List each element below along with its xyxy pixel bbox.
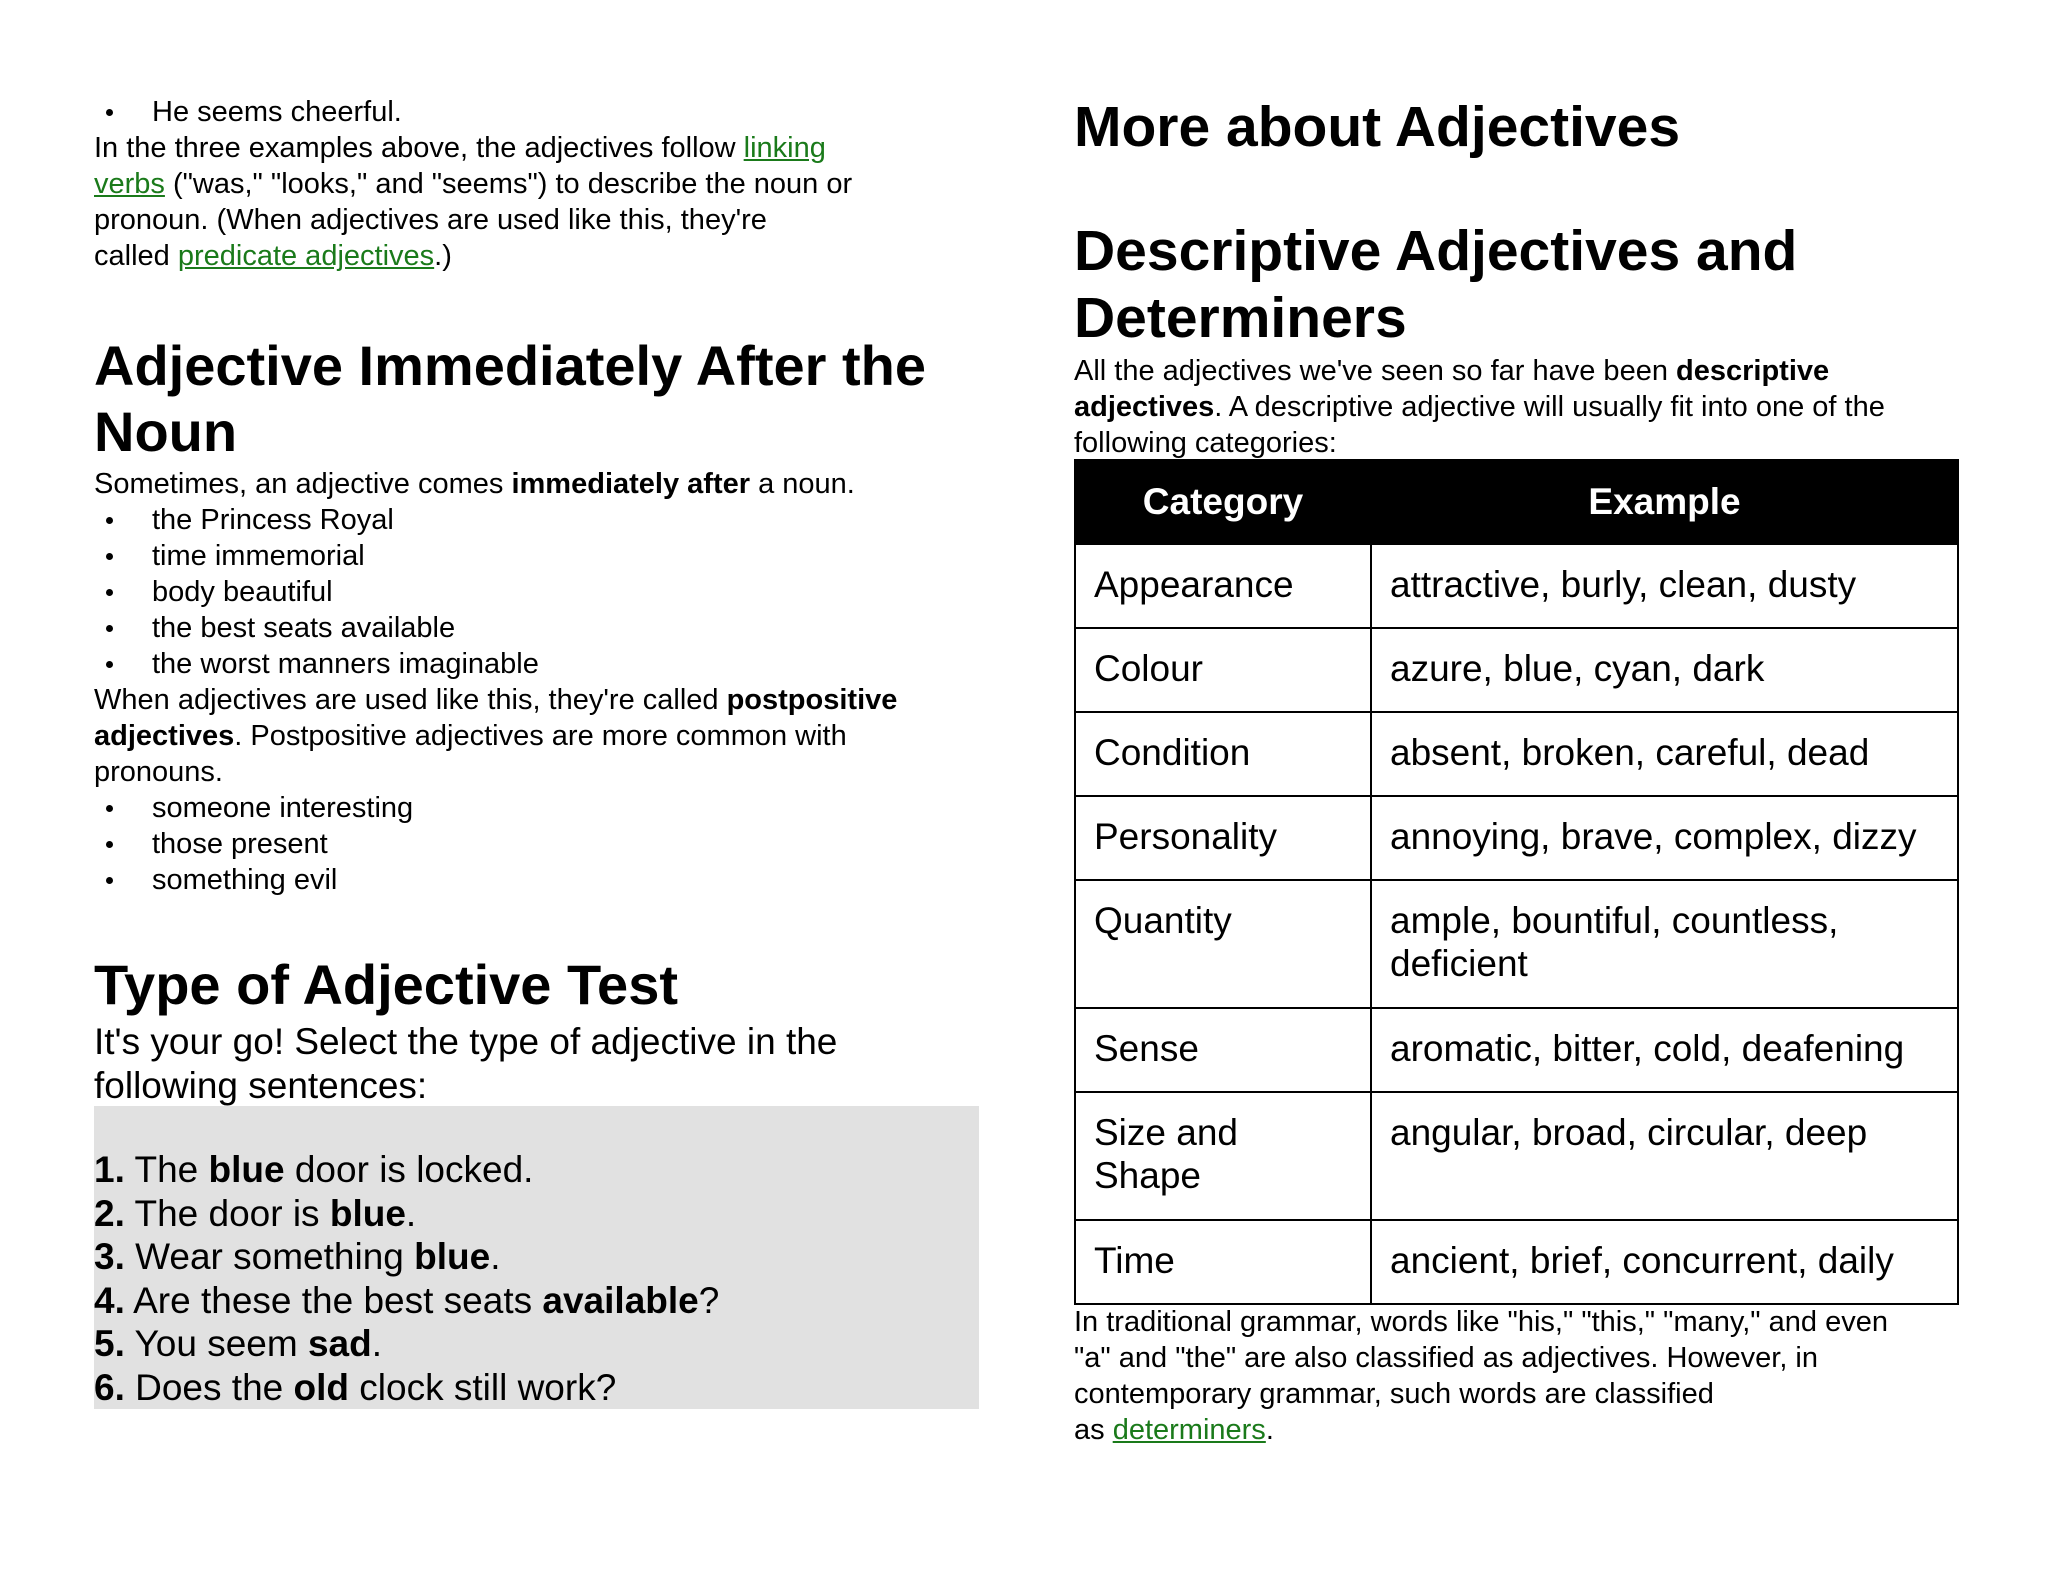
- predicate-adjectives-link[interactable]: predicate adjectives: [177, 240, 435, 272]
- quiz-item: 4. Are these the best seats available?: [94, 1279, 720, 1321]
- quiz-item: 5. You seem sad.: [94, 1323, 382, 1364]
- quiz-number: 4.: [94, 1279, 125, 1321]
- quiz-number: 5.: [94, 1323, 125, 1364]
- list-item: something evil: [94, 862, 994, 898]
- table-row: [1075, 1220, 1958, 1304]
- table-cell-category: Personality: [1075, 796, 1371, 880]
- determiners-link[interactable]: determiners: [1112, 1414, 1266, 1446]
- list-item: someone interesting: [94, 790, 994, 826]
- table-cell-example: angular, broad, circular, deep: [1371, 1092, 1958, 1220]
- quiz-target-word: sad: [307, 1323, 372, 1364]
- list-item: time immemorial: [94, 538, 994, 574]
- quiz-target-word: available: [542, 1279, 699, 1321]
- list-item: body beautiful: [94, 574, 994, 610]
- table-header-category: Category: [1075, 460, 1371, 544]
- quiz-number: 3.: [94, 1236, 125, 1277]
- table-cell-example: attractive, burly, clean, dusty: [1371, 544, 1958, 628]
- table-cell-example: aromatic, bitter, cold, deafening: [1371, 1008, 1958, 1092]
- after-noun-intro: Sometimes, an adjective comes immediately after a noun.: [94, 468, 855, 500]
- table-row: [1075, 712, 1958, 796]
- quiz-item: 6. Does the old clock still work?: [94, 1366, 617, 1408]
- table-row: [1075, 1008, 1958, 1092]
- top-bullet-list: [94, 94, 994, 130]
- list-item: those present: [94, 826, 994, 862]
- determiners-paragraph: In traditional grammar, words like "his," "this," "many," and even "a" and "the" are also classified as adjectives. However, in contemporary grammar, such words are classified as determiners.: [1074, 1306, 1888, 1446]
- heading-descriptive-determiners: Descriptive Adjectives and Determiners: [1074, 219, 1798, 350]
- table-cell-category: Condition: [1075, 712, 1371, 796]
- table-row: [1075, 628, 1958, 712]
- quiz-box: [94, 1106, 979, 1409]
- quiz-target-word: old: [293, 1366, 349, 1408]
- postpositive-paragraph: When adjectives are used like this, they're called postpositive adjectives. Postpositive adjectives are more common with pronouns.: [94, 684, 898, 788]
- table-cell-example: azure, blue, cyan, dark: [1371, 628, 1958, 712]
- table-row: [1075, 1092, 1958, 1220]
- list-item: the worst manners imaginable: [94, 646, 994, 682]
- quiz-number: 1.: [94, 1149, 125, 1190]
- table-cell-category: Quantity: [1075, 880, 1371, 1008]
- table-cell-category: Size and Shape: [1075, 1092, 1371, 1220]
- quiz-target-word: blue: [329, 1192, 406, 1234]
- table-cell-example: absent, broken, careful, dead: [1371, 712, 1958, 796]
- table-cell-category: Colour: [1075, 628, 1371, 712]
- linking-verbs-paragraph: In the three examples above, the adjectives follow linking verbs ("was," "looks," and "seems") to describe the noun or pronoun. (When adjectives are used like this, they're called predicate adjectives.): [94, 132, 853, 272]
- table-cell-example: ancient, brief, concurrent, daily: [1371, 1220, 1958, 1304]
- heading-type-test: Type of Adjective Test: [94, 953, 678, 1016]
- quiz-item: 2. The door is blue.: [94, 1192, 417, 1234]
- table-cell-example: annoying, brave, complex, dizzy: [1371, 796, 1958, 880]
- quiz-target-word: blue: [208, 1149, 285, 1190]
- quiz-number: 6.: [94, 1366, 125, 1408]
- table-cell-category: Appearance: [1075, 544, 1371, 628]
- list-item: He seems cheerful.: [94, 94, 994, 130]
- linking-verbs-link-cont[interactable]: verbs: [94, 168, 165, 200]
- linking-verbs-link[interactable]: linking: [743, 132, 826, 164]
- list-item: the Princess Royal: [94, 502, 994, 538]
- table-row: [1075, 544, 1958, 628]
- table-row: [1075, 796, 1958, 880]
- after-noun-bullet-list: [94, 502, 994, 682]
- table-header-example: Example: [1371, 460, 1958, 544]
- page-title: More about Adjectives: [1074, 95, 1681, 159]
- list-item: the best seats available: [94, 610, 994, 646]
- test-intro: It's your go! Select the type of adjective in the following sentences:: [94, 1021, 838, 1106]
- heading-adjective-after-noun: Adjective Immediately After the Noun: [94, 334, 926, 463]
- quiz-item: 3. Wear something blue.: [94, 1236, 501, 1277]
- quiz-number: 2.: [94, 1192, 125, 1234]
- quiz-target-word: blue: [414, 1236, 491, 1277]
- pronoun-bullet-list: [94, 790, 994, 898]
- table-cell-category: Time: [1075, 1220, 1371, 1304]
- descriptive-paragraph: All the adjectives we've seen so far have been descriptive adjectives. A descriptive adjective will usually fit into one of the following categories:: [1074, 355, 1885, 459]
- table-cell-category: Sense: [1075, 1008, 1371, 1092]
- table-row: [1075, 880, 1958, 1008]
- category-table: [1074, 459, 1959, 1305]
- table-cell-example: ample, bountiful, countless, deficient: [1371, 880, 1958, 1008]
- table-header-row: [1075, 460, 1958, 544]
- quiz-item: 1. The blue door is locked.: [94, 1149, 534, 1190]
